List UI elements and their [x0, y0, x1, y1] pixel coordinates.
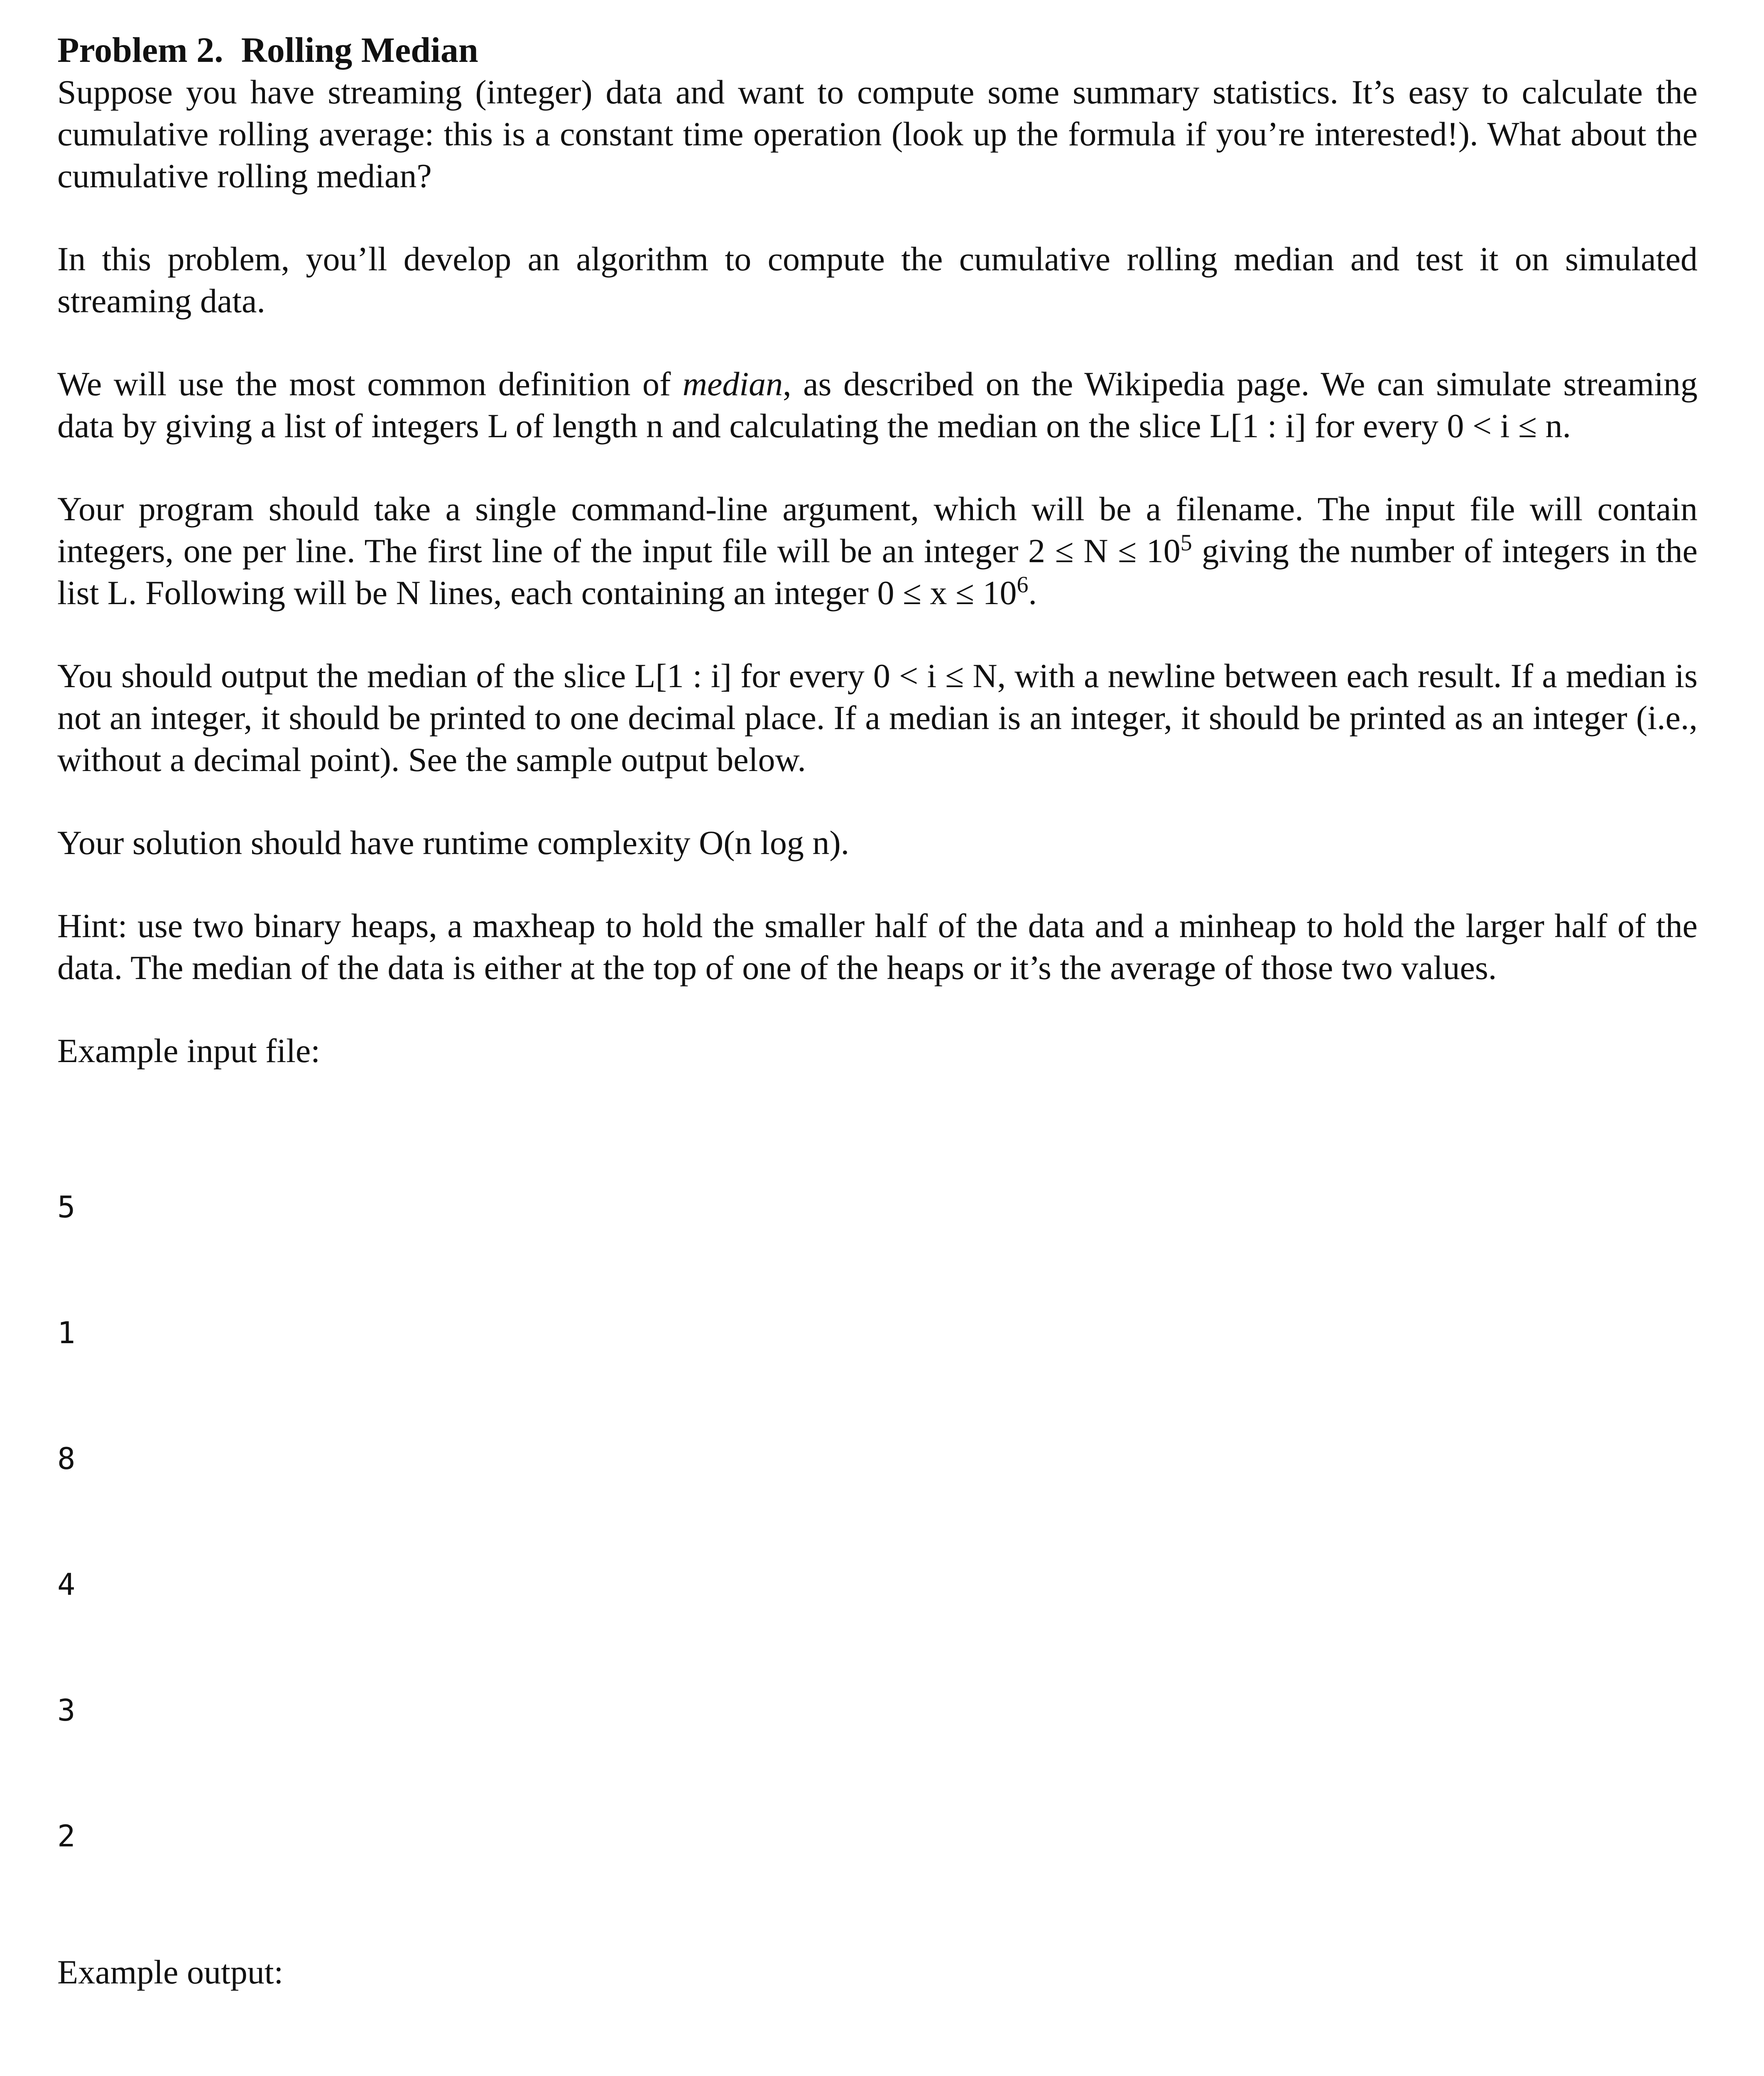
input-spec-text-c: .: [1028, 574, 1037, 612]
definition-paragraph: [57, 363, 1698, 447]
example-input-line: 2: [57, 1819, 76, 1853]
example-input-line: 1: [57, 1315, 76, 1350]
definition-text-start: We will use the most common definition of: [57, 365, 683, 403]
input-spec-text-b: giving the number of integers in the list L. Following will be N lines, each containing an integer 0 ≤ x ≤ 10: [57, 532, 1698, 612]
example-output-block: [57, 2024, 1698, 2076]
median-term: median: [682, 365, 783, 403]
problem-page: [57, 29, 1698, 2076]
output-spec-paragraph: You should output the median of the slice L[1 : i] for every 0 < i ≤ N, with a newline between each result. If a median is not an integer, it should be printed to one decimal place. If a median is an integer, it should be printed as an integer (i.e., without a decimal point). See the sample output below.: [57, 657, 1698, 778]
example-output-label: Example output:: [57, 1953, 284, 1991]
definition-text-end: , as described on the Wikipedia page. We can simulate streaming data by giving a list of integers L of length n and calculating the median on the slice L[1 : i] for every 0 < i ≤ n.: [57, 365, 1698, 445]
develop-paragraph: In this problem, you’ll develop an algorithm to compute the cumulative rolling median and test it on simulated streaming data.: [57, 240, 1698, 320]
example-input-label: Example input file:: [57, 1032, 321, 1070]
problem-title: Rolling Median: [241, 30, 478, 70]
hint-paragraph: Hint: use two binary heaps, a maxheap to hold the smaller half of the data and a minheap to hold the larger half of the data. The median of the data is either at the top of one of the heaps or it’s the average of those two values.: [57, 907, 1698, 987]
example-input-line: 3: [57, 1693, 76, 1728]
intro-paragraph: Suppose you have streaming (integer) data and want to compute some summary statistics. It’s easy to calculate the cumulative rolling average: this is a constant time operation (look up the formula if you’re interested!). What about the cumulative rolling median?: [57, 73, 1698, 195]
input-spec-paragraph: [57, 488, 1698, 614]
example-input-block: [57, 1102, 1698, 1941]
example-input-line: 4: [57, 1567, 76, 1602]
problem-number: Problem 2.: [57, 30, 223, 70]
input-spec-text-a: Your program should take a single command-line argument, which will be a filename. The input file will contain integers, one per line. The first line of the input file will be an integer 2 ≤ N ≤ 10: [57, 490, 1698, 570]
example-input-line: 8: [57, 1441, 76, 1476]
example-input-line: 5: [57, 1190, 76, 1224]
input-spec-exponent-2: 6: [1017, 572, 1029, 598]
complexity-paragraph: Your solution should have runtime complexity O(n log n).: [57, 824, 850, 862]
input-spec-exponent-1: 5: [1180, 530, 1192, 556]
problem-heading: [57, 29, 1698, 71]
